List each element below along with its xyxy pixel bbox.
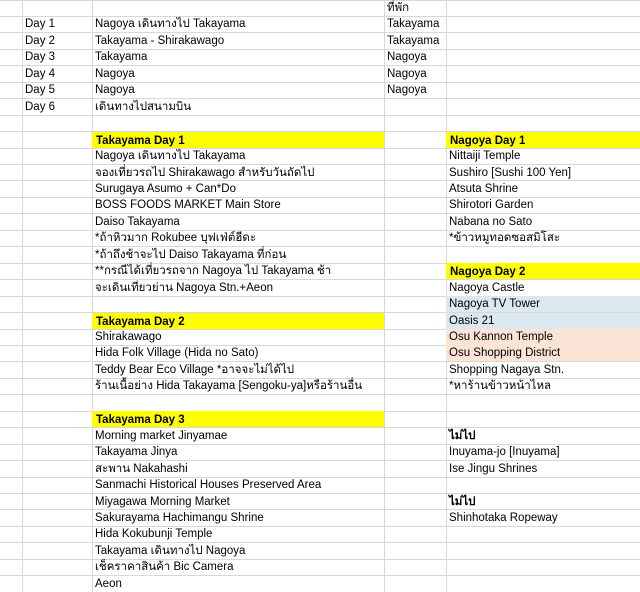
- stay-column-header[interactable]: ที่พัก: [387, 2, 410, 14]
- plan-item-cell[interactable]: Nagoya TV Tower: [446, 296, 640, 312]
- takayama-day2-header[interactable]: Takayama Day 2: [92, 313, 384, 329]
- route-cell[interactable]: Nagoya เดินทางไป Takayama: [95, 18, 246, 31]
- plan-item-cell[interactable]: Daiso Takayama: [95, 215, 180, 228]
- plan-item-cell[interactable]: Teddy Bear Eco Village *อาจจะไม่ได้ไป: [95, 363, 295, 376]
- route-cell[interactable]: Nagoya: [95, 67, 135, 80]
- plan-item-cell[interactable]: Aeon: [95, 577, 122, 590]
- takayama-day3-header[interactable]: Takayama Day 3: [92, 411, 384, 427]
- stay-cell[interactable]: Nagoya: [387, 67, 427, 80]
- nagoya-day2-header[interactable]: Nagoya Day 2: [446, 263, 640, 279]
- plan-item-cell[interactable]: Nagoya เดินทางไป Takayama: [95, 150, 246, 163]
- not-going-label[interactable]: ไม่ไป: [449, 429, 476, 442]
- plan-item-cell[interactable]: Surugaya Asumo + Can*Do: [95, 182, 236, 195]
- plan-item-cell[interactable]: Osu Kannon Temple: [446, 329, 640, 345]
- day-label-cell[interactable]: Day 5: [25, 84, 56, 97]
- plan-item-cell[interactable]: Nittaiji Temple: [449, 150, 521, 163]
- day-label-cell[interactable]: Day 4: [25, 67, 56, 80]
- route-cell[interactable]: Takayama - Shirakawago: [95, 34, 225, 47]
- plan-item-cell[interactable]: *หาร้านข้าวหน้าไหล: [449, 380, 552, 393]
- plan-item-cell[interactable]: Sushiro [Sushi 100 Yen]: [449, 166, 572, 179]
- row-gridline: [0, 394, 640, 395]
- plan-item-cell[interactable]: จะเดินเที่ยวย่าน Nagoya Stn.+Aeon: [95, 281, 273, 294]
- plan-item-cell[interactable]: ร้านเนื้อย่าง Hida Takayama [Sengoku-ya]หรือร้านอื่น: [95, 380, 363, 393]
- day-label-cell[interactable]: Day 1: [25, 18, 56, 31]
- not-going-label[interactable]: ไม่ไป: [449, 495, 476, 508]
- stay-cell[interactable]: Takayama: [387, 34, 440, 47]
- plan-item-cell[interactable]: Atsuta Shrine: [449, 182, 519, 195]
- plan-item-cell[interactable]: Shirakawago: [95, 331, 162, 343]
- plan-item-cell[interactable]: Hida Kokubunji Temple: [95, 528, 213, 541]
- plan-item-cell[interactable]: Shirotori Garden: [449, 199, 534, 212]
- plan-item-cell[interactable]: *ถ้าหิวมาก Rokubee บุฟเฟ่ต์ฮีดะ: [95, 232, 257, 245]
- plan-item-cell[interactable]: Hida Folk Village (Hida no Sato): [95, 347, 259, 360]
- plan-item-cell[interactable]: Shopping Nagaya Stn.: [449, 363, 565, 376]
- plan-item-cell[interactable]: Nagoya Castle: [449, 281, 525, 294]
- plan-item-cell[interactable]: Oasis 21: [446, 313, 640, 329]
- plan-item-cell[interactable]: Morning market Jinyamae: [95, 429, 228, 442]
- route-cell[interactable]: เดินทางไปสนามบิน: [95, 100, 192, 113]
- day-label-cell[interactable]: Day 3: [25, 51, 56, 64]
- row-gridline: [0, 0, 640, 1]
- stay-cell[interactable]: Nagoya: [387, 84, 427, 97]
- plan-item-cell[interactable]: Sakurayama Hachimangu Shrine: [95, 511, 264, 524]
- plan-item-cell[interactable]: Takayama เดินทางไป Nagoya: [95, 544, 246, 557]
- plan-item-cell[interactable]: Inuyama-jo [Inuyama]: [449, 446, 560, 459]
- plan-item-cell[interactable]: สะพาน Nakahashi: [95, 462, 188, 475]
- plan-item-cell[interactable]: Shinhotaka Ropeway: [449, 511, 558, 524]
- plan-item-cell[interactable]: *ข้าวหมูทอดซอสมิโสะ: [449, 232, 561, 245]
- plan-item-cell[interactable]: Sanmachi Historical Houses Preserved Area: [95, 479, 322, 492]
- plan-item-cell[interactable]: จองเที่ยวรถไป Shirakawago สำหรับวันถัดไป: [95, 166, 315, 179]
- plan-item-cell[interactable]: Miyagawa Morning Market: [95, 495, 230, 508]
- plan-item-cell[interactable]: Osu Shopping District: [446, 345, 640, 361]
- plan-item-cell[interactable]: **กรณีได้เที่ยวรถจาก Nagoya ไป Takayama ช้า: [95, 265, 332, 278]
- plan-item-cell[interactable]: Nabana no Sato: [449, 215, 533, 228]
- plan-item-cell[interactable]: Ise Jingu Shrines: [449, 462, 538, 475]
- plan-item-cell[interactable]: เช็คราคาสินค้า Bic Camera: [95, 561, 234, 574]
- route-cell[interactable]: Takayama: [95, 51, 148, 64]
- day-label-cell[interactable]: Day 6: [25, 100, 56, 113]
- row-gridline: [0, 115, 640, 116]
- stay-cell[interactable]: Nagoya: [387, 51, 427, 64]
- nagoya-day1-header[interactable]: Nagoya Day 1: [446, 132, 640, 148]
- plan-item-cell[interactable]: Takayama Jinya: [95, 446, 178, 459]
- plan-item-cell[interactable]: *ถ้าถึงช้าจะไป Daiso Takayama ที่ก่อน: [95, 248, 287, 261]
- stay-cell[interactable]: Takayama: [387, 18, 440, 31]
- takayama-day1-header[interactable]: Takayama Day 1: [92, 132, 384, 148]
- route-cell[interactable]: Nagoya: [95, 84, 135, 97]
- plan-item-cell[interactable]: BOSS FOODS MARKET Main Store: [95, 199, 281, 212]
- day-label-cell[interactable]: Day 2: [25, 34, 56, 47]
